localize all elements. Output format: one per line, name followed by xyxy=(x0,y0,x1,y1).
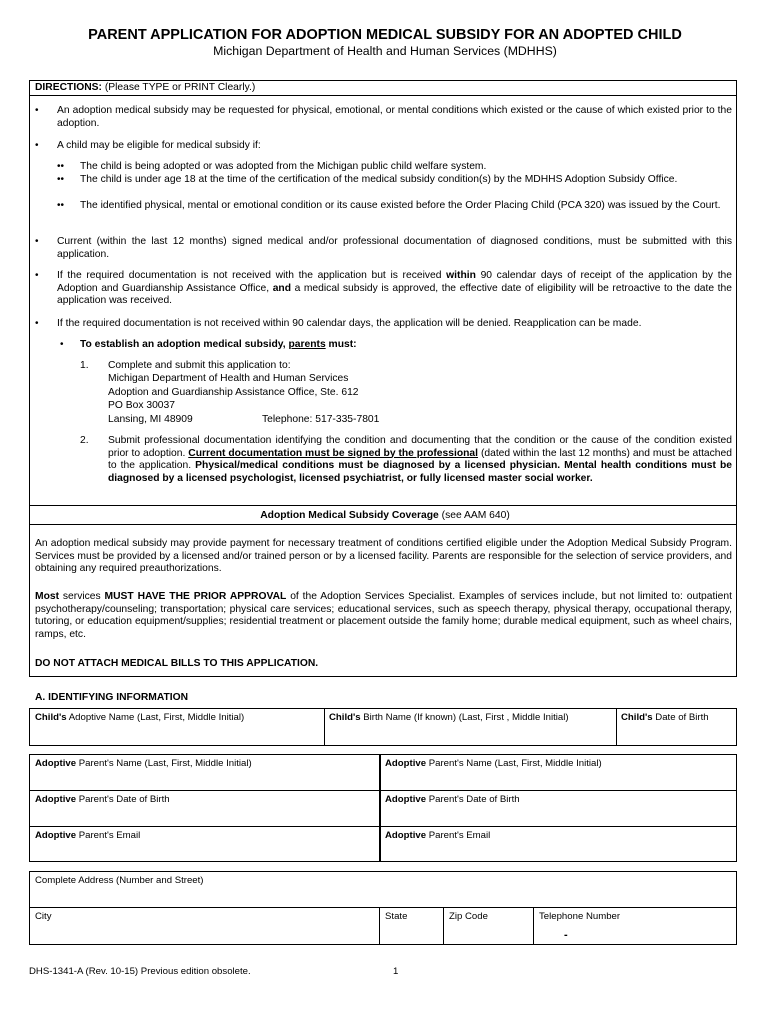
double-bullet-icon: •• xyxy=(57,174,65,185)
state-field[interactable]: State xyxy=(385,911,408,922)
coverage-paragraph-2: Most services MUST HAVE THE PRIOR APPROVAL of the Adoption Services Specialist. Examples of services include, but not limited to: outpatient psychotherapy/counseling; transportation; physical care services; educational services, such as speech therapy, physical therapy, occupational therapy, tutoring, or education equipment/supplies; residential treatment or placement outside the family home; durable medical equipment, such as wheel chairs, ramps, etc. xyxy=(35,591,732,640)
address-line-2: Adoption and Guardianship Assistance Office, Ste. 612 xyxy=(108,387,359,398)
direction-bullet-5: If the required documentation is not received within 90 calendar days, the application will be denied. Reapplication can be made. xyxy=(57,318,642,329)
step-2-text: Submit professional documentation identifying the condition and documenting that the condition or the cause of the condition existed prior to adoption. Current documentation must be signed by the professional (dated within the last 12 months) and must be attached to the application. Physical/medical conditions must be diagnosed by a licensed physician. Mental health conditions must be diagnosed by a licensed psychologist, licensed psychiatrist, or fully licensed master social worker. xyxy=(108,435,732,484)
adoptive-parent-1-name-field[interactable]: Adoptive Parent's Name (Last, First, Middle Initial) xyxy=(35,758,252,769)
bullet-icon: • xyxy=(35,270,39,281)
street-address-field[interactable]: Complete Address (Number and Street) xyxy=(35,875,204,886)
child-adoptive-name-field[interactable]: Child's Adoptive Name (Last, First, Middle Initial) xyxy=(35,712,245,723)
divider xyxy=(29,907,737,908)
page-number: 1 xyxy=(393,966,399,977)
form-number: DHS-1341-A (Rev. 10-15) Previous edition obsolete. xyxy=(29,966,251,977)
divider xyxy=(29,790,737,791)
adoptive-parent-1-dob-field[interactable]: Adoptive Parent's Date of Birth xyxy=(35,794,170,805)
form-title: PARENT APPLICATION FOR ADOPTION MEDICAL SUBSIDY FOR AN ADOPTED CHILD xyxy=(88,27,682,43)
office-telephone: Telephone: 517-335-7801 xyxy=(262,414,380,425)
establish-heading: To establish an adoption medical subsidy, parents must: xyxy=(80,339,357,350)
divider xyxy=(533,907,534,945)
divider xyxy=(29,524,737,525)
coverage-heading: Adoption Medical Subsidy Coverage (see AAM 640) xyxy=(260,510,510,521)
child-birth-name-field[interactable]: Child's Birth Name (If known) (Last, First , Middle Initial) xyxy=(329,712,569,723)
bullet-icon: • xyxy=(35,105,39,116)
divider xyxy=(616,708,617,746)
divider xyxy=(29,95,737,96)
double-bullet-icon: •• xyxy=(57,200,65,211)
telephone-field[interactable]: Telephone Number xyxy=(539,911,621,922)
direction-bullet-4: If the required documentation is not received with the application but is received within 90 calendar days of receipt of the application by the Adoption and Guardianship Assistance Office, and a medical subsidy is approved, the effective date of eligibility will be retroactive to the date the application was received. xyxy=(57,270,733,306)
bullet-icon: • xyxy=(35,318,39,329)
directions-heading: DIRECTIONS: (Please TYPE or PRINT Clearly.) xyxy=(35,82,256,93)
divider xyxy=(379,907,380,945)
adoptive-parent-2-email-field[interactable]: Adoptive Parent's Email xyxy=(385,830,491,841)
bullet-icon: • xyxy=(60,339,64,350)
bullet-icon: • xyxy=(35,236,39,247)
eligibility-item-1: The child is being adopted or was adopted from the Michigan public child welfare system. xyxy=(80,161,487,172)
direction-bullet-2: A child may be eligible for medical subsidy if: xyxy=(57,140,261,151)
form-subtitle: Michigan Department of Health and Human Services (MDHHS) xyxy=(213,44,557,58)
zip-code-field[interactable]: Zip Code xyxy=(449,911,488,922)
divider xyxy=(443,907,444,945)
adoptive-parent-2-dob-field[interactable]: Adoptive Parent's Date of Birth xyxy=(385,794,520,805)
address-line-3: PO Box 30037 xyxy=(108,400,175,411)
adoptive-parent-1-email-field[interactable]: Adoptive Parent's Email xyxy=(35,830,141,841)
address-line-4: Lansing, MI 48909 xyxy=(108,414,193,425)
double-bullet-icon: •• xyxy=(57,161,65,172)
step-1-number: 1. xyxy=(80,360,89,371)
coverage-paragraph-1: An adoption medical subsidy may provide payment for necessary treatment of conditions certified eligible under the Adoption Medical Subsidy Program. Services must be provided by a licensed and/or trained person or by a licensed facility. Parents are responsible for the selection of service providers, and obtaining any required preauthorizations. xyxy=(35,538,732,574)
address-line-1: Michigan Department of Health and Human Services xyxy=(108,373,349,384)
divider xyxy=(29,505,737,506)
no-medical-bills-warning: DO NOT ATTACH MEDICAL BILLS TO THIS APPLICATION. xyxy=(35,658,319,669)
divider xyxy=(324,708,325,746)
telephone-separator: - xyxy=(564,929,568,941)
step-2-number: 2. xyxy=(80,435,89,446)
divider xyxy=(29,826,737,827)
eligibility-item-3: The identified physical, mental or emotional condition or its cause existed before the Order Placing Child (PCA 320) was issued by the Court. xyxy=(80,200,721,211)
direction-bullet-1: An adoption medical subsidy may be requested for physical, emotional, or mental conditions which existed or the cause of which existed prior to the adoption. xyxy=(57,105,732,129)
city-field[interactable]: City xyxy=(35,911,52,922)
adoptive-parent-2-name-field[interactable]: Adoptive Parent's Name (Last, First, Middle Initial) xyxy=(385,758,602,769)
divider xyxy=(379,754,381,862)
direction-bullet-3: Current (within the last 12 months) signed medical and/or professional documentation of diagnosed conditions, must be submitted with this application. xyxy=(57,236,732,260)
step-1-text: Complete and submit this application to: xyxy=(108,360,291,371)
bullet-icon: • xyxy=(35,140,39,151)
child-date-of-birth-field[interactable]: Child's Date of Birth xyxy=(621,712,709,723)
eligibility-item-2: The child is under age 18 at the time of the certification of the medical subsidy condition(s) by the MDHHS Adoption Subsidy Office. xyxy=(80,174,678,185)
section-a-heading: A. IDENTIFYING INFORMATION xyxy=(35,692,189,703)
